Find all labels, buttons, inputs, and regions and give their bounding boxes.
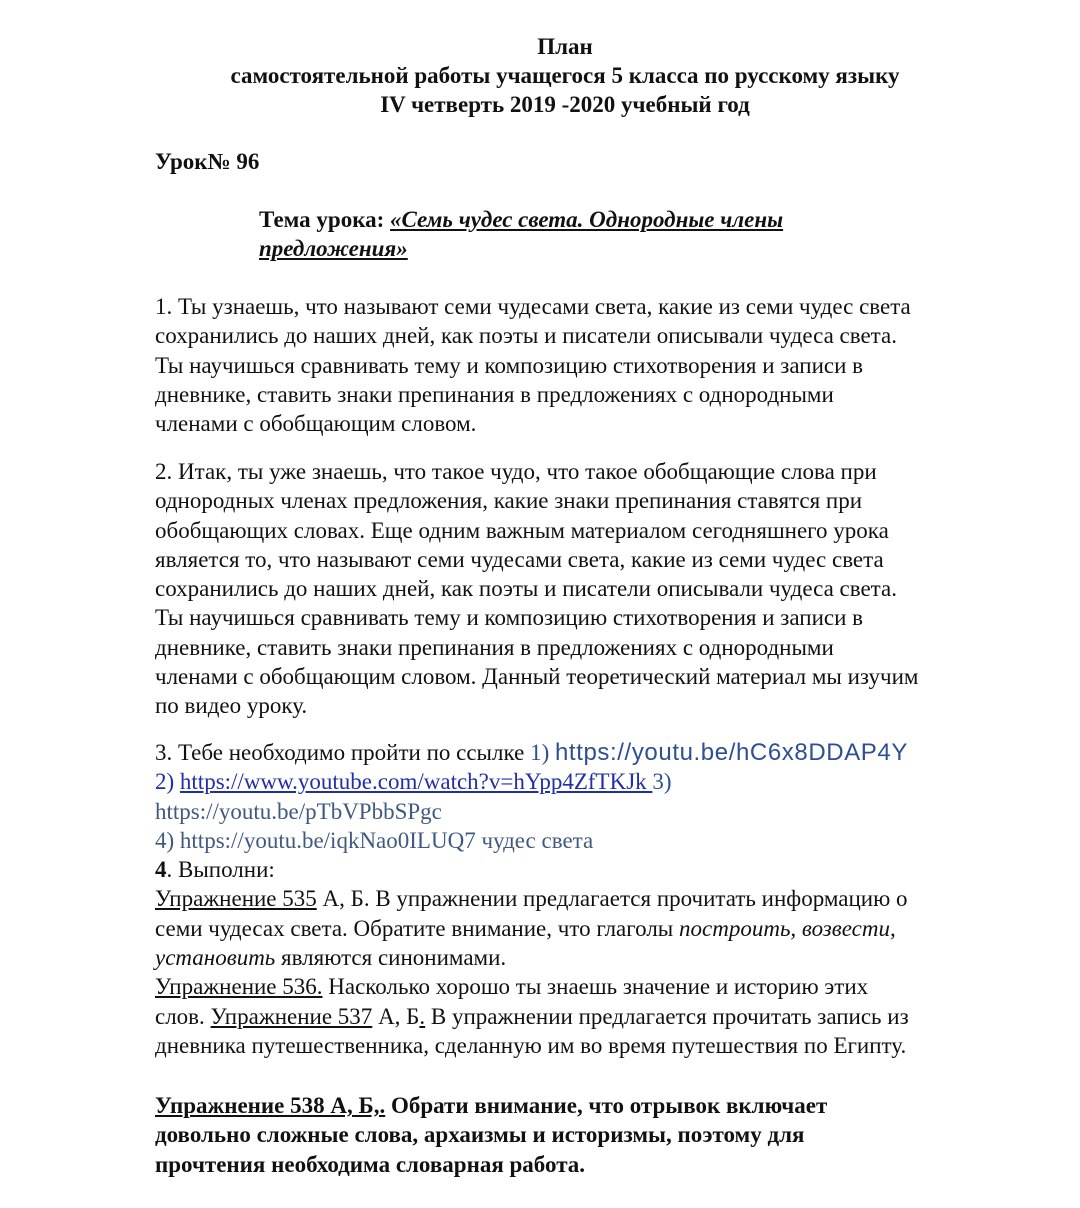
lesson-topic [259,205,879,263]
header-title: План [537,34,593,59]
section-4-number: 4 [155,857,167,883]
link-4-suffix: чудес света [475,827,594,853]
section-5 [155,1091,1015,1179]
link-3[interactable]: https://youtu.be/pTbVPbbSPgc [155,798,442,824]
section-1-line: членами с обобщающим словом. [155,411,477,437]
section-2-line: однородных членах предложения, какие знаки препинания ставятся при [155,488,863,514]
exercise-536-text: Насколько хорошо ты знаешь значение и историю этих [322,974,869,1000]
section-1-line: Ты научишься сравнивать тему и композицию стихотворения и записи в [155,352,864,378]
link-4-number: 4) [155,827,180,853]
exercise-538: Упражнение 538 А, Б,. [155,1093,386,1118]
section-1-line: 1. Ты узнаешь, что называют семи чудесами света, какие из семи чудес света [155,294,911,319]
section-2-line: Ты научишься сравнивать тему и композицию стихотворения и записи в [155,605,864,631]
link-1-number: 1) [530,740,555,765]
topic-label: Тема урока: [259,207,391,232]
section-1-line: сохранились до наших дней, как поэты и писатели описывали чудеса света. [155,323,897,349]
exercise-537-text-cont: дневника путешественника, сделанную им во время путешествия по Египту. [155,1032,907,1058]
links-intro: 3. Тебе необходимо пройти по ссылке [155,740,531,765]
section-2-line: обобщающих словах. Еще одним важным материалом сегодняшнего урока [155,517,889,543]
lesson-number: Урок№ 96 [155,149,260,174]
exercise-535-text-cont: семи чудесах света. Обратите внимание, что глаголы [155,915,680,941]
link-3-number: 3) [652,769,672,795]
section-2-line: членами с обобщающим словом. Данный теоретический материал мы изучим [155,664,919,690]
section-2-line: является то, что называют семи чудесами света, какие из семи чудес света [155,546,884,572]
section-1-line: дневнике, ставить знаки препинания в предложениях с однородными [155,381,834,407]
exercise-538-text: Обрати внимание, что отрывок включает [385,1093,828,1118]
section-2 [155,457,1015,721]
exercise-535-text: А, Б. В упражнении предлагается прочитать информацию о [316,886,908,912]
exercise-537-text: В упражнении предлагается прочитать запись из [425,1003,909,1029]
exercise-538-text-cont: довольно сложные слова, архаизмы и историзмы, поэтому для [155,1122,805,1148]
topic-value-cont: предложения» [259,236,408,261]
header-period: IV четверть 2019 -2020 учебный год [380,92,750,117]
exercise-536: Упражнение 536. [155,974,323,1000]
link-4[interactable]: https://youtu.be/iqkNao0ILUQ7 [179,827,476,853]
exercise-538-text-end: прочтения необходима словарная работа. [155,1151,586,1177]
exercise-535-verbs-cont: установить [155,945,276,971]
section-3-4 [155,738,1015,1060]
section-2-line: по видео уроку. [155,693,308,719]
exercise-537-ab: А, Б [372,1003,420,1029]
topic-value: «Семь чудес света. Однородные члены [390,207,784,232]
header-subtitle: самостоятельной работы учащегося 5 класса по русскому языку [230,63,900,88]
exercise-537-dot: . [419,1003,426,1029]
exercise-537: Упражнение 537 [210,1003,373,1029]
link-2[interactable]: https://www.youtube.com/watch?v=hYpp4ZfTKJk [179,769,653,795]
link-2-number: 2) [155,769,180,795]
section-2-line: 2. Итак, ты уже знаешь, что такое чудо, что такое обобщающие слова при [155,459,877,484]
exercise-535-verbs: построить, возвести, [679,915,896,941]
exercise-535: Упражнение 535 [155,886,317,912]
section-1 [155,292,1015,438]
link-1[interactable]: https://youtu.be/hC6x8DDAP4Y [554,739,908,766]
section-2-line: сохранились до наших дней, как поэты и писатели описывали чудеса света. [155,576,897,602]
section-2-line: дневнике, ставить знаки препинания в предложениях с однородными [155,634,834,660]
exercise-536-text-cont: слов. [155,1003,211,1029]
document-header [0,32,1080,119]
section-4-label: . Выполни: [166,857,275,883]
exercise-535-text-end: являются синонимами. [275,945,507,971]
